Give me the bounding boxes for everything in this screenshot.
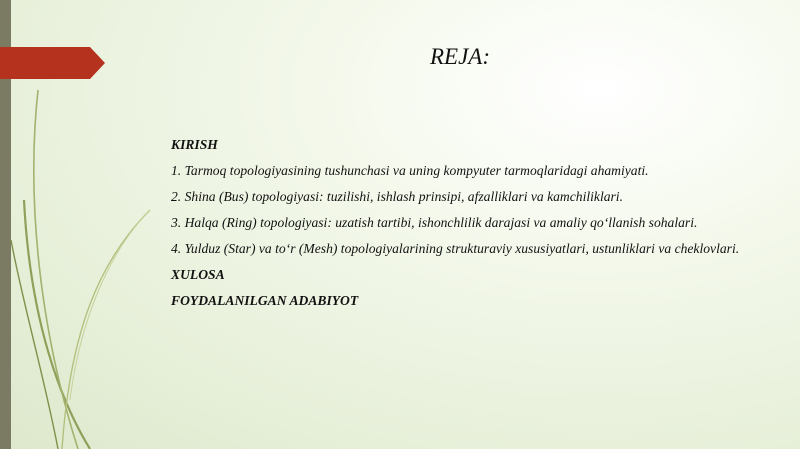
plan-item-4: 4. Yulduz (Star) va to‘r (Mesh) topologiyalarining strukturaviy xususiyatlari, ustunliklari va cheklovlari. bbox=[171, 241, 740, 256]
red-arrow-tab bbox=[0, 47, 105, 79]
intro-heading: KIRISH bbox=[171, 137, 218, 152]
slide-content bbox=[171, 136, 743, 318]
plan-item-1: 1. Tarmoq topologiyasining tushunchasi va uning kompyuter tarmoqlaridagi ahamiyati. bbox=[171, 163, 649, 178]
references-heading: FOYDALANILGAN ADABIYOT bbox=[171, 293, 359, 308]
slide-title: REJA: bbox=[429, 44, 490, 69]
plan-item-3: 3. Halqa (Ring) topologiyasi: uzatish tartibi, ishonchlilik darajasi va amaliy qo‘llanish sohalari. bbox=[171, 215, 698, 230]
plan-item-2: 2. Shina (Bus) topologiyasi: tuzilishi, ishlash prinsipi, afzalliklari va kamchiliklari. bbox=[171, 189, 623, 204]
conclusion-heading: XULOSA bbox=[171, 267, 225, 282]
